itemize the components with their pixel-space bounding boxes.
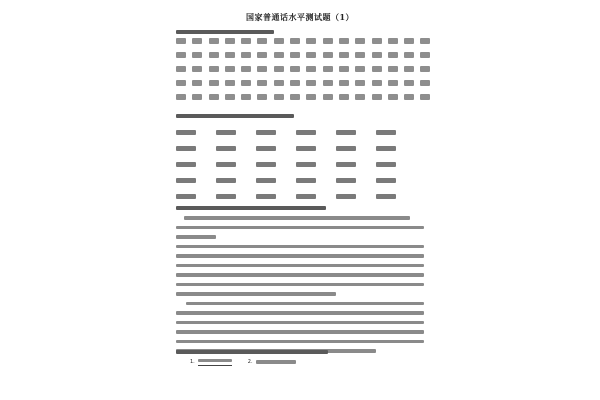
topic-item-2 bbox=[248, 358, 296, 366]
char-cell bbox=[274, 80, 284, 86]
char-row bbox=[176, 34, 437, 48]
char-cell bbox=[257, 94, 267, 100]
char-cell bbox=[257, 66, 267, 72]
char-cell bbox=[388, 80, 398, 86]
char-cell bbox=[209, 38, 219, 44]
passage-line-placeholder bbox=[186, 302, 424, 306]
char-cell bbox=[372, 94, 382, 100]
char-cell bbox=[209, 66, 219, 72]
char-row bbox=[176, 76, 437, 90]
char-cell bbox=[404, 66, 414, 72]
char-cell bbox=[176, 80, 186, 86]
topic-label-wrap bbox=[198, 358, 232, 366]
char-cell bbox=[257, 80, 267, 86]
word-cell bbox=[296, 162, 336, 167]
word-placeholder bbox=[376, 178, 396, 183]
char-cell bbox=[355, 80, 365, 86]
char-cell bbox=[192, 80, 202, 86]
char-cell bbox=[225, 38, 235, 44]
word-cell bbox=[216, 162, 256, 167]
passage-line-placeholder bbox=[176, 254, 424, 258]
char-cell bbox=[323, 80, 333, 86]
word-cell bbox=[216, 130, 256, 135]
word-cell bbox=[216, 146, 256, 151]
section-3-heading-placeholder bbox=[176, 206, 326, 210]
topic-list bbox=[190, 358, 296, 366]
word-cell bbox=[376, 130, 416, 135]
char-cell bbox=[355, 94, 365, 100]
word-placeholder bbox=[296, 178, 316, 183]
char-cell bbox=[388, 94, 398, 100]
section-4-heading bbox=[176, 349, 328, 355]
word-placeholder bbox=[376, 194, 396, 199]
char-cell bbox=[290, 66, 300, 72]
char-cell bbox=[290, 38, 300, 44]
char-cell bbox=[257, 52, 267, 58]
char-cell bbox=[355, 66, 365, 72]
word-placeholder bbox=[376, 146, 396, 151]
char-cell bbox=[372, 80, 382, 86]
passage-line bbox=[176, 289, 424, 299]
char-cell bbox=[225, 52, 235, 58]
word-placeholder bbox=[336, 162, 356, 167]
passage-line bbox=[176, 318, 424, 328]
char-row bbox=[176, 48, 437, 62]
char-cell bbox=[290, 52, 300, 58]
char-cell bbox=[339, 66, 349, 72]
passage-line-placeholder bbox=[176, 330, 424, 334]
word-placeholder bbox=[296, 146, 316, 151]
char-grid bbox=[176, 34, 437, 104]
passage-line-placeholder bbox=[176, 273, 424, 277]
char-cell bbox=[290, 80, 300, 86]
char-cell bbox=[192, 66, 202, 72]
passage-line bbox=[176, 308, 424, 318]
word-placeholder bbox=[376, 162, 396, 167]
passage-line-placeholder bbox=[176, 292, 336, 296]
word-cell bbox=[336, 194, 376, 199]
char-cell bbox=[355, 38, 365, 44]
word-cell bbox=[296, 130, 336, 135]
passage-line-placeholder bbox=[176, 321, 424, 325]
exam-title: 国家普通话水平测试题（1） bbox=[245, 12, 355, 22]
char-cell bbox=[306, 52, 316, 58]
char-cell bbox=[339, 94, 349, 100]
char-cell bbox=[372, 38, 382, 44]
char-cell bbox=[209, 52, 219, 58]
word-placeholder bbox=[216, 194, 236, 199]
char-cell bbox=[323, 52, 333, 58]
word-cell bbox=[256, 146, 296, 151]
word-placeholder bbox=[176, 146, 196, 151]
word-cell bbox=[256, 194, 296, 199]
passage-line-placeholder bbox=[184, 216, 410, 220]
word-cell bbox=[376, 162, 416, 167]
char-cell bbox=[176, 66, 186, 72]
section-1-heading-placeholder bbox=[176, 30, 274, 34]
word-placeholder bbox=[176, 178, 196, 183]
char-cell bbox=[339, 38, 349, 44]
passage-line-placeholder bbox=[176, 235, 216, 239]
char-cell bbox=[323, 38, 333, 44]
char-cell bbox=[420, 80, 430, 86]
word-cell bbox=[336, 130, 376, 135]
char-row bbox=[176, 90, 437, 104]
passage-line bbox=[176, 242, 424, 252]
passage-line bbox=[176, 261, 424, 271]
word-placeholder bbox=[336, 178, 356, 183]
char-cell bbox=[404, 52, 414, 58]
word-placeholder bbox=[336, 194, 356, 199]
word-cell bbox=[176, 194, 216, 199]
passage-line bbox=[176, 232, 424, 242]
passage-line-placeholder bbox=[176, 311, 424, 315]
char-cell bbox=[339, 52, 349, 58]
word-placeholder bbox=[256, 130, 276, 135]
passage-line-placeholder bbox=[176, 340, 424, 344]
word-row bbox=[176, 188, 416, 204]
char-cell bbox=[225, 80, 235, 86]
word-cell bbox=[176, 178, 216, 183]
passage-line-placeholder bbox=[176, 283, 424, 287]
char-cell bbox=[176, 52, 186, 58]
char-cell bbox=[388, 38, 398, 44]
char-cell bbox=[290, 94, 300, 100]
char-cell bbox=[176, 38, 186, 44]
passage-line bbox=[176, 299, 424, 309]
char-cell bbox=[420, 52, 430, 58]
char-cell bbox=[404, 80, 414, 86]
char-cell bbox=[372, 52, 382, 58]
word-placeholder bbox=[216, 130, 236, 135]
char-cell bbox=[274, 66, 284, 72]
word-placeholder bbox=[176, 194, 196, 199]
word-cell bbox=[296, 146, 336, 151]
word-placeholder bbox=[216, 146, 236, 151]
word-cell bbox=[216, 178, 256, 183]
passage-line bbox=[176, 251, 424, 261]
char-cell bbox=[192, 52, 202, 58]
word-cell bbox=[176, 130, 216, 135]
section-4-heading-placeholder bbox=[176, 350, 328, 354]
reading-passage bbox=[176, 213, 424, 356]
char-cell bbox=[274, 52, 284, 58]
section-3-heading bbox=[176, 205, 326, 211]
word-cell bbox=[296, 178, 336, 183]
word-cell bbox=[376, 194, 416, 199]
word-placeholder bbox=[216, 178, 236, 183]
char-cell bbox=[192, 94, 202, 100]
char-cell bbox=[274, 94, 284, 100]
char-cell bbox=[225, 66, 235, 72]
char-cell bbox=[306, 94, 316, 100]
passage-line-placeholder bbox=[176, 226, 424, 230]
char-cell bbox=[306, 66, 316, 72]
word-cell bbox=[256, 130, 296, 135]
word-placeholder bbox=[336, 146, 356, 151]
topic-label-placeholder bbox=[256, 360, 296, 364]
char-cell bbox=[241, 38, 251, 44]
char-cell bbox=[257, 38, 267, 44]
passage-line bbox=[176, 213, 424, 223]
word-row bbox=[176, 124, 416, 140]
char-cell bbox=[420, 38, 430, 44]
char-cell bbox=[372, 66, 382, 72]
word-placeholder bbox=[296, 194, 316, 199]
word-row bbox=[176, 172, 416, 188]
word-placeholder bbox=[256, 178, 276, 183]
passage-line-placeholder bbox=[176, 264, 424, 268]
passage-line-placeholder bbox=[176, 245, 424, 249]
char-cell bbox=[241, 66, 251, 72]
topic-item-1 bbox=[190, 358, 232, 366]
word-cell bbox=[376, 178, 416, 183]
passage-line bbox=[176, 223, 424, 233]
word-placeholder bbox=[176, 130, 196, 135]
passage-line bbox=[176, 270, 424, 280]
word-cell bbox=[256, 162, 296, 167]
word-cell bbox=[336, 178, 376, 183]
word-placeholder bbox=[216, 162, 236, 167]
word-placeholder bbox=[296, 162, 316, 167]
char-cell bbox=[176, 94, 186, 100]
char-cell bbox=[420, 94, 430, 100]
char-cell bbox=[241, 94, 251, 100]
passage-line bbox=[176, 280, 424, 290]
char-cell bbox=[355, 52, 365, 58]
section-2-heading-placeholder bbox=[176, 114, 294, 118]
word-row bbox=[176, 156, 416, 172]
char-cell bbox=[404, 38, 414, 44]
passage-line bbox=[176, 327, 424, 337]
char-cell bbox=[209, 80, 219, 86]
char-cell bbox=[306, 80, 316, 86]
char-row bbox=[176, 62, 437, 76]
char-cell bbox=[323, 94, 333, 100]
word-grid bbox=[176, 124, 416, 204]
word-placeholder bbox=[176, 162, 196, 167]
word-cell bbox=[336, 162, 376, 167]
word-cell bbox=[376, 146, 416, 151]
word-placeholder bbox=[336, 130, 356, 135]
char-cell bbox=[241, 80, 251, 86]
char-cell bbox=[323, 66, 333, 72]
char-cell bbox=[404, 94, 414, 100]
section-2-heading bbox=[176, 113, 294, 119]
char-cell bbox=[225, 94, 235, 100]
topic-label-placeholder bbox=[198, 359, 232, 363]
word-cell bbox=[336, 146, 376, 151]
topic-number: 2. bbox=[247, 359, 253, 365]
char-cell bbox=[420, 66, 430, 72]
word-row bbox=[176, 140, 416, 156]
passage-line bbox=[176, 337, 424, 347]
word-cell bbox=[296, 194, 336, 199]
char-cell bbox=[274, 38, 284, 44]
char-cell bbox=[241, 52, 251, 58]
char-cell bbox=[388, 66, 398, 72]
char-cell bbox=[209, 94, 219, 100]
word-cell bbox=[176, 162, 216, 167]
word-placeholder bbox=[296, 130, 316, 135]
word-cell bbox=[176, 146, 216, 151]
char-cell bbox=[388, 52, 398, 58]
char-cell bbox=[339, 80, 349, 86]
word-cell bbox=[256, 178, 296, 183]
word-placeholder bbox=[256, 162, 276, 167]
char-cell bbox=[192, 38, 202, 44]
word-placeholder bbox=[256, 194, 276, 199]
topic-number: 1. bbox=[190, 359, 195, 365]
word-placeholder bbox=[376, 130, 396, 135]
word-placeholder bbox=[256, 146, 276, 151]
word-cell bbox=[216, 194, 256, 199]
char-cell bbox=[306, 38, 316, 44]
